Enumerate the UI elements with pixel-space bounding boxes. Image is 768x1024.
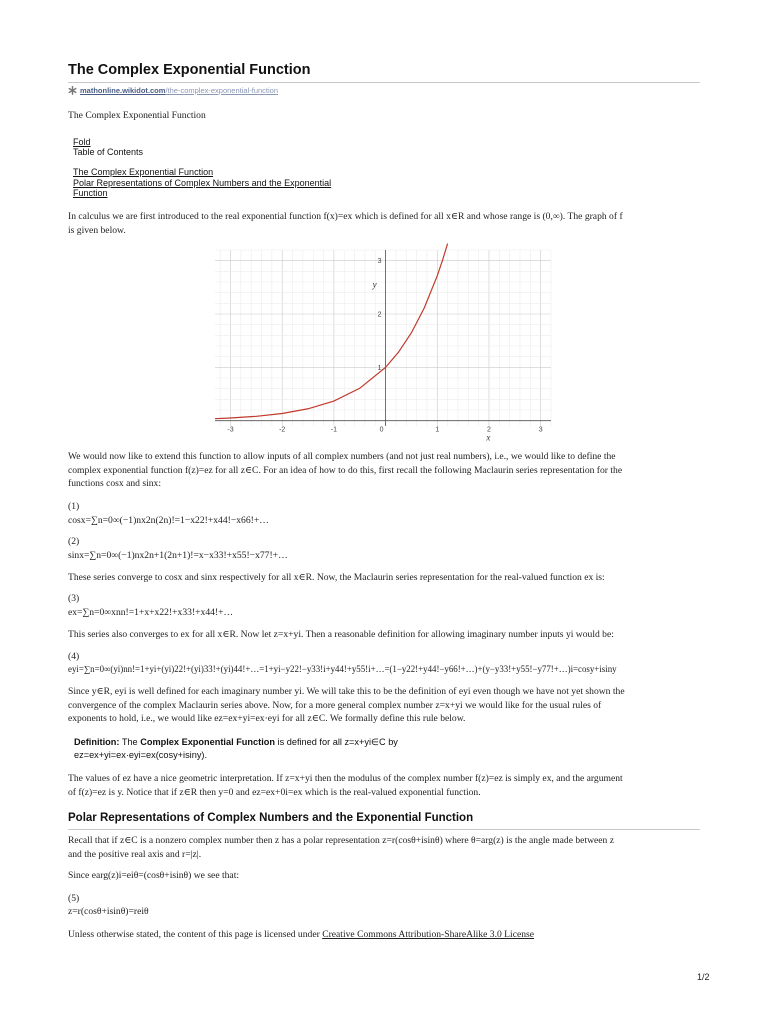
equation-number: (2)	[68, 536, 80, 547]
paragraph	[68, 210, 708, 237]
license-line	[68, 928, 534, 942]
text-line: Since y∈R, eyi is well defined for each imaginary number yi. We will take this to be the definition of eyi even though we have not yet shown the	[68, 686, 625, 697]
equation: ex=∑n=0∞xnn!=1+x+x22!+x33!+x44!+…	[68, 607, 234, 618]
equation: sinx=∑n=0∞(−1)nx2n+1(2n+1)!=x−x33!+x55!−x77!+…	[68, 550, 288, 561]
x-tick-label: 3	[538, 426, 543, 434]
title-rule	[68, 82, 700, 83]
definition-text: is defined for all z=x+yi∈C by	[277, 737, 398, 747]
x-tick-label: -2	[279, 426, 286, 434]
x-tick-label: 0	[379, 426, 384, 434]
equation-number: (5)	[68, 893, 80, 904]
text-line: exponents to hold, i.e., we would like ez=ex+yi=ex·eyi for all z∈C. We formally define this rule below.	[68, 713, 466, 724]
source-path-link[interactable]: /the-complex-exponential-function	[165, 86, 278, 95]
y-tick-label: 2	[377, 311, 382, 319]
toc-fold-link[interactable]	[73, 137, 91, 148]
text-line: functions cosx and sinx:	[68, 478, 161, 489]
x-tick-label: -1	[330, 426, 338, 434]
x-tick-label: 2	[487, 426, 491, 434]
toc-fold-label[interactable]: Fold	[73, 137, 91, 147]
paragraph: These series converge to cosx and sinx respectively for all x∈R. Now, the Maclaurin series representation for the real-valued function ex is:	[68, 572, 605, 583]
definition-label: Definition:	[74, 737, 120, 747]
text-line: The values of ez have a nice geometric interpretation. If z=x+yi then the modulus of the complex number f(z)=ez is simply ex, and the argument	[68, 773, 623, 784]
text-line: In calculus we are first introduced to the real exponential function f(x)=ex which is defined for all x∈R and whose range is (0,∞). The graph of f	[68, 211, 623, 222]
wikidot-asterisk-icon	[68, 86, 77, 95]
paragraph	[68, 834, 708, 861]
page-number: 1/2	[697, 972, 710, 982]
x-tick-label: 1	[435, 426, 440, 434]
x-tick-label: -3	[227, 426, 234, 434]
y-tick-label: 1	[377, 364, 382, 372]
paragraph	[68, 450, 708, 491]
toc-item[interactable]	[73, 188, 108, 199]
equation-number: (1)	[68, 501, 80, 512]
page-title: The Complex Exponential Function	[68, 62, 311, 78]
source-line	[68, 86, 278, 95]
intro-title: The Complex Exponential Function	[68, 110, 206, 121]
equation-number: (4)	[68, 651, 80, 662]
text-line: is given below.	[68, 224, 126, 236]
definition-box	[74, 736, 434, 761]
paragraph: This series also converges to ex for all x∈R. Now let z=x+yi. Then a reasonable definition for allowing imaginary number inputs yi would be:	[68, 629, 614, 640]
paragraph	[68, 685, 708, 726]
y-tick-label: 3	[377, 258, 382, 266]
section-heading: Polar Representations of Complex Numbers and the Exponential Function	[68, 812, 474, 824]
paragraph: Since earg(z)i=eiθ=(cosθ+isinθ) we see that:	[68, 870, 240, 881]
text-line: convergence of the complex Maclaurin series above. Now, for a more general complex number z=x+yi we would like for the usual rules of	[68, 699, 602, 711]
license-text: Unless otherwise stated, the content of this page is licensed under	[68, 929, 320, 940]
paragraph	[68, 772, 708, 799]
text-line: We would now like to extend this function to allow inputs of all complex numbers (and not just real numbers), i.e., we would like to define the	[68, 451, 616, 462]
text-line: and the positive real axis and r=|z|.	[68, 848, 202, 860]
definition-the: The	[121, 737, 138, 747]
toc-item-label[interactable]: The Complex Exponential Function	[73, 167, 214, 177]
equation-number: (3)	[68, 593, 80, 604]
definition-term: Complex Exponential Function	[140, 737, 275, 747]
equation: cosx=∑n=0∞(−1)nx2n(2n)!=1−x22!+x44!−x66!+…	[68, 515, 269, 526]
toc-item[interactable]	[73, 178, 331, 189]
toc-heading: Table of Contents	[73, 147, 144, 157]
license-link[interactable]: Creative Commons Attribution-ShareAlike 3.0 License	[322, 929, 535, 940]
toc-item-label[interactable]: Function	[73, 188, 108, 198]
definition-formula: ez=ex+yi=ex·eyi=ex(cosy+isiny).	[74, 749, 208, 760]
equation: z=r(cosθ+isinθ)=reiθ	[68, 906, 149, 917]
text-line: Recall that if z∈C is a nonzero complex number then z has a polar representation z=r(cosθ+isinθ) where θ=arg(z) is the angle made between z	[68, 835, 615, 846]
source-domain-link[interactable]: mathonline.wikidot.com	[80, 86, 166, 95]
text-line: of f(z)=ez is y. Notice that if z∈R then y=0 and ez=ex+0i=ex which is the real-valued exponential function.	[68, 786, 481, 798]
section-rule	[68, 829, 700, 830]
toc-item[interactable]	[73, 167, 213, 178]
equation: eyi=∑n=0∞(yi)nn!=1+yi+(yi)22!+(yi)33!+(yi)44!+…=1+yi−y22!−y33!i+y44!+y55!i+…=(1−y22!+y44!−y66!+…)+(y−y33!+y55!−y77!+…)i=cosy+isiny	[68, 664, 617, 674]
y-axis-label: y	[372, 279, 377, 290]
exponential-graph	[215, 250, 551, 443]
x-axis-label: x	[486, 432, 491, 443]
text-line: complex exponential function f(z)=ez for all z∈C. For an idea of how to do this, first recall the following Maclaurin series representation for the	[68, 464, 623, 476]
toc-item-label[interactable]: Polar Representations of Complex Numbers and the Exponential	[73, 177, 332, 188]
